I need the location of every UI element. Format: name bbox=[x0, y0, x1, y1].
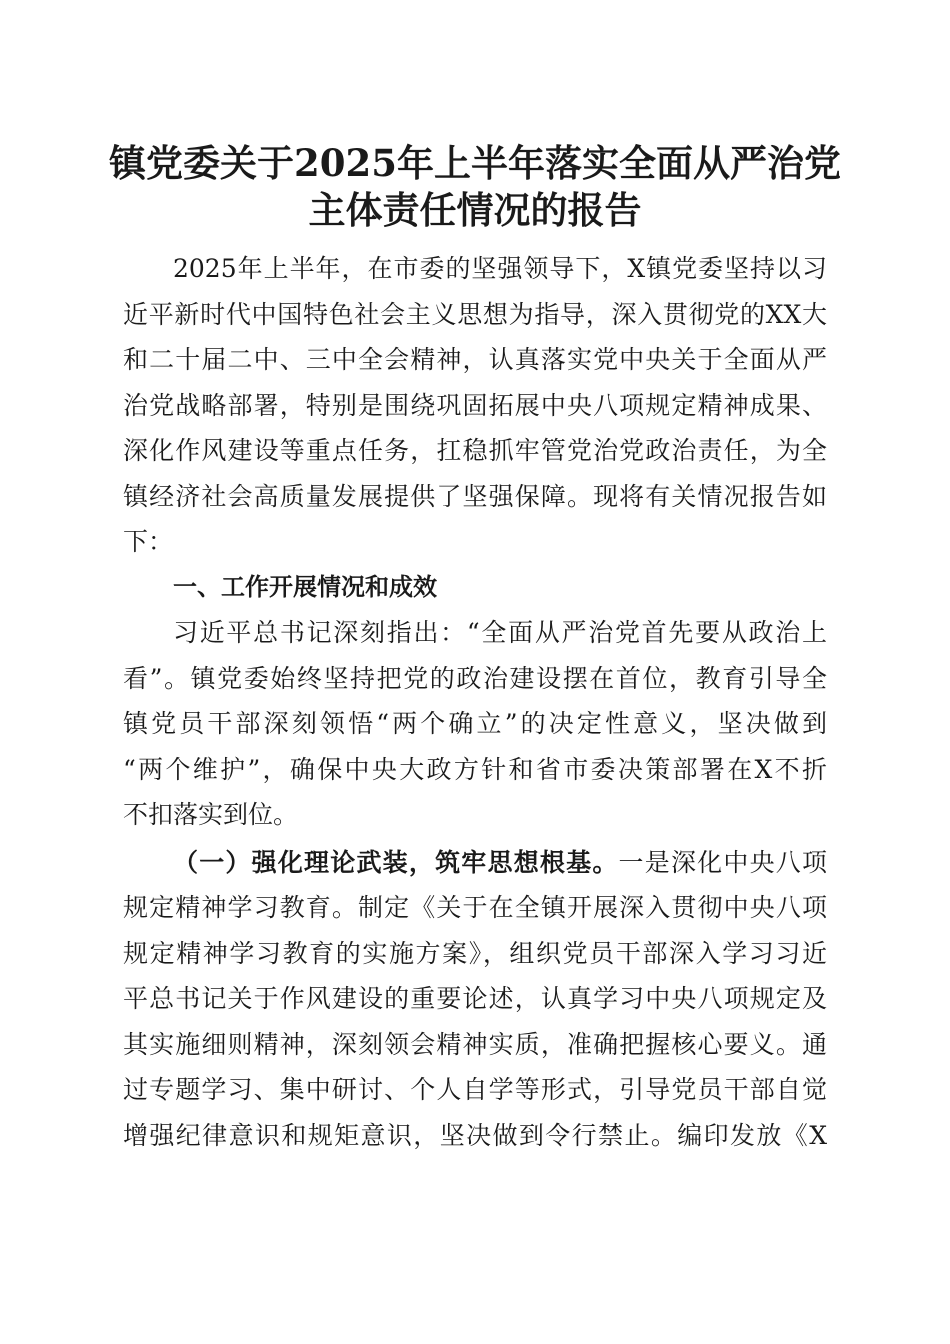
paragraph-line: 镇党员干部深刻领悟“两个确立”的决定性意义，坚决做到 bbox=[123, 709, 827, 738]
section-paragraph bbox=[123, 610, 827, 838]
intro-paragraph bbox=[123, 246, 827, 565]
subsection-first-line-text: 一是深化中央八项 bbox=[618, 847, 827, 877]
paragraph-line: 过专题学习、集中研讨、个人自学等形式，引导党员干部自觉 bbox=[123, 1075, 827, 1104]
subsection-paragraph bbox=[123, 840, 827, 1159]
paragraph-line bbox=[123, 840, 827, 886]
paragraph-line: 和二十届二中、三中全会精神，认真落实党中央关于全面从严 bbox=[123, 345, 827, 374]
paragraph-line: 治党战略部署，特别是围绕巩固拓展中央八项规定精神成果、 bbox=[123, 390, 827, 420]
paragraph-line: 其实施细则精神，深刻领会精神实质，准确把握核心要义。通 bbox=[123, 1029, 827, 1059]
paragraph-line: 深化作风建设等重点任务，扛稳抓牢管党治党政治责任，为全 bbox=[123, 436, 827, 465]
paragraph-line: 不扣落实到位。 bbox=[123, 800, 299, 829]
document-title-line-1: 镇党委关于2025年上半年落实全面从严治党 bbox=[109, 141, 841, 185]
paragraph-line: 看”。镇党委始终坚持把党的政治建设摆在首位，教育引导全 bbox=[123, 663, 827, 693]
paragraph-line: 习近平总书记深刻指出：“全面从严治党首先要从政治上 bbox=[173, 618, 827, 647]
paragraph-line: 近平新时代中国特色社会主义思想为指导，深入贯彻党的XX大 bbox=[123, 299, 827, 329]
paragraph-line: 平总书记关于作风建设的重要论述，认真学习中央八项规定及 bbox=[123, 984, 827, 1013]
paragraph-line: 增强纪律意识和规矩意识，坚决做到令行禁止。编印发放《X bbox=[123, 1120, 827, 1150]
subsection-heading: （一）强化理论武装，筑牢思想根基。 bbox=[173, 847, 619, 877]
paragraph-line: 镇经济社会高质量发展提供了坚强保障。现将有关情况报告如 bbox=[123, 481, 827, 511]
document-title-line-2: 主体责任情况的报告 bbox=[308, 188, 642, 232]
paragraph-line: 规定精神学习教育的实施方案》，组织党员干部深入学习习近 bbox=[123, 938, 827, 968]
section-heading: 一、工作开展情况和成效 bbox=[173, 572, 437, 601]
paragraph-line: 下： bbox=[123, 527, 174, 556]
paragraph-line: 2025年上半年，在市委的坚强领导下，X镇党委坚持以习 bbox=[173, 254, 827, 283]
document-body bbox=[123, 246, 827, 1158]
paragraph-line: 规定精神学习教育。制定《关于在全镇开展深入贯彻中央八项 bbox=[123, 893, 827, 922]
paragraph-line: “两个维护”，确保中央大政方针和省市委决策部署在X不折 bbox=[123, 754, 827, 784]
